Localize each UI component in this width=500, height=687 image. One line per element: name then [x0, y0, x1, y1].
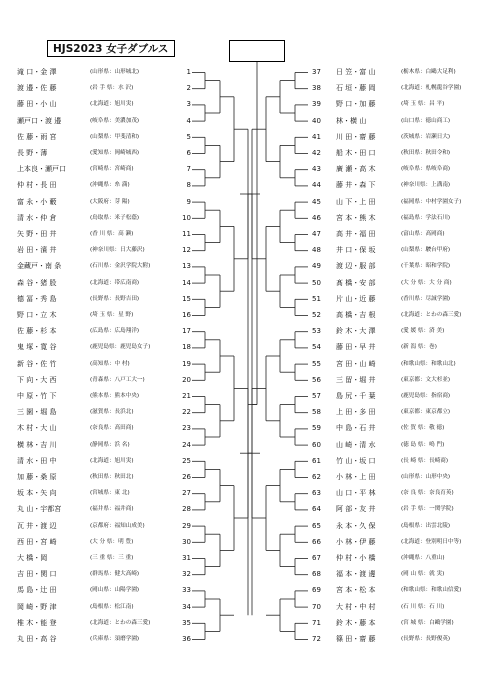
- entry-num: 59: [312, 424, 321, 433]
- entry-name: 下 向・大 西: [17, 375, 57, 384]
- entry-num: 11: [182, 230, 191, 238]
- entry-name: 永 本・久 保: [336, 521, 376, 530]
- entry-num: 3: [186, 100, 191, 109]
- entry-num: 22: [182, 408, 191, 417]
- entry-aff: (沖縄県：糸 満): [90, 182, 130, 189]
- entry-aff: (埼 玉 県：昌 平): [401, 101, 445, 108]
- entry-name: 矢 野・田 井: [17, 230, 57, 238]
- entry-num: 52: [312, 311, 321, 319]
- entry-num: 72: [312, 635, 321, 643]
- entry-aff: (香 川 県：高 瀬): [90, 231, 134, 237]
- entry-name: 鬼 塚・寛 谷: [17, 343, 57, 352]
- entry-aff: (福岡県：中村学園女子): [401, 198, 462, 205]
- entry-name: 阿 部・友 井: [336, 505, 376, 514]
- entry-aff: (兵庫県：須磨学園): [90, 636, 140, 642]
- entry-aff: (鹿児島県：指宿商): [401, 393, 451, 399]
- entry-aff: (沖縄県：八重山): [401, 555, 445, 561]
- entry-num: 41: [312, 132, 321, 141]
- entry-aff: (山口県：徳山商工): [401, 117, 451, 124]
- entry-num: 50: [312, 278, 321, 287]
- entry-name: 渡 邉・佐 藤: [17, 84, 57, 93]
- entry-num: 25: [182, 456, 191, 465]
- entry-num: 4: [186, 116, 191, 125]
- entry-aff: (大 分 県：大 分 商): [401, 279, 452, 286]
- entry-aff: (大阪府：芽 陽): [90, 198, 130, 205]
- entry-name: 清 水・仲 倉: [17, 213, 57, 222]
- entry-num: 8: [186, 181, 191, 190]
- entry-name: 椎 木・能 登: [17, 618, 57, 627]
- entry-name: 德 冨・秀 島: [17, 294, 57, 303]
- entry-aff: (岡 山 県：就 実): [401, 571, 445, 578]
- entry-name: 宮 本・熊 木: [336, 213, 376, 222]
- entry-aff: (鳥取県：米子松蔭): [90, 214, 140, 221]
- entry-name: 川 田・齋 藤: [336, 132, 376, 141]
- entry-aff: (山梨県：甲斐清和): [90, 133, 140, 140]
- entry-num: 26: [182, 473, 191, 481]
- entry-num: 70: [312, 602, 321, 611]
- entry-name: 清 水・田 中: [17, 456, 57, 465]
- entry-aff: (島根県：出雲北陵): [401, 522, 451, 529]
- entry-aff: (宮城県：東 北): [90, 490, 130, 497]
- entry-num: 1: [186, 68, 191, 76]
- entry-name: 井 口・保 坂: [336, 246, 376, 255]
- entry-name: 福 本・渡 邊: [336, 570, 376, 579]
- entry-num: 36: [182, 635, 191, 643]
- entry-name: 上 田・多 田: [336, 408, 376, 417]
- entry-name: 藤 田・小 山: [17, 100, 57, 109]
- entry-num: 10: [182, 213, 191, 222]
- entry-num: 30: [182, 537, 191, 546]
- entry-aff: (石 川 県：石 川): [401, 603, 445, 610]
- entry-name: 島 尻・千 葉: [336, 392, 376, 400]
- entry-aff: (石川県：金沢学院大附): [90, 263, 151, 270]
- entry-num: 32: [182, 570, 191, 579]
- entry-name: 大 橋・岡: [17, 554, 48, 562]
- entry-num: 57: [312, 392, 321, 400]
- entry-num: 35: [182, 618, 191, 627]
- entry-aff: (山形県：山形中央): [401, 474, 451, 480]
- entry-num: 18: [182, 343, 191, 352]
- entry-aff: (山形県：山形城北): [90, 69, 140, 75]
- entry-name: 佐 藤・雨 宮: [17, 132, 57, 141]
- entry-num: 67: [312, 554, 321, 562]
- entry-name: 滝 口・金 澤: [17, 68, 57, 76]
- entry-aff: (佐 賀 県：敬 徳): [401, 425, 445, 432]
- entry-name: 中 原・竹 下: [17, 392, 57, 400]
- entry-aff: (山梨県：駿台甲府): [401, 247, 451, 254]
- entry-aff: (鹿児島県：鹿児島女子): [90, 344, 151, 351]
- entry-aff: (奈良県：高田商): [90, 425, 134, 432]
- entry-num: 2: [186, 84, 191, 93]
- entry-num: 47: [312, 230, 321, 238]
- entry-num: 39: [312, 100, 321, 109]
- entry-num: 56: [312, 375, 321, 384]
- entry-num: 54: [312, 343, 321, 352]
- entry-num: 38: [312, 84, 321, 93]
- entry-name: 船 木・田 口: [336, 149, 376, 157]
- entry-name: 野 口・立 木: [17, 311, 57, 319]
- entry-num: 44: [312, 181, 321, 190]
- entry-name: 山 崎・清 水: [336, 440, 376, 449]
- entry-aff: (北海道：登別明日中等): [401, 538, 462, 545]
- entry-aff: (北海道：とわの森三愛): [90, 619, 151, 626]
- entry-aff: (岐阜県：美濃加茂): [90, 117, 140, 124]
- entry-aff: (栃木県：白鷗大足利): [401, 69, 456, 75]
- entry-num: 48: [312, 246, 321, 255]
- entry-aff: (静岡県：浜 名): [90, 441, 130, 448]
- entry-name: 佐 藤・杉 本: [17, 327, 57, 336]
- entry-aff: (広島県：広島翔洋): [90, 328, 140, 335]
- entry-num: 68: [312, 570, 321, 579]
- entry-num: 64: [312, 505, 321, 514]
- entry-num: 63: [312, 489, 321, 498]
- entry-num: 43: [312, 165, 321, 174]
- entry-num: 58: [312, 408, 321, 417]
- entry-name: 林・横 山: [336, 116, 367, 125]
- entry-aff: (和歌山県：和歌山信愛): [401, 587, 462, 594]
- entry-aff: (北海道：旭川実): [90, 101, 134, 108]
- entry-name: 丸 山・宇都宮: [17, 505, 62, 514]
- entry-num: 23: [182, 424, 191, 433]
- entry-aff: (北海道：とわの森三愛): [401, 312, 462, 318]
- entry-name: 西 田・宮 崎: [17, 537, 57, 546]
- entry-aff: (岐阜県：県岐阜商): [401, 166, 451, 173]
- entry-num: 55: [312, 359, 321, 368]
- entry-aff: (長野県：長野俊英): [401, 636, 451, 642]
- entry-aff: (秋田県：秋田令和): [401, 150, 451, 156]
- entry-num: 7: [186, 165, 191, 174]
- entry-name: 野 口・加 藤: [336, 100, 376, 109]
- entry-aff: (愛 媛 県：済 美): [401, 328, 445, 335]
- entry-name: 石 垣・藤 岡: [336, 84, 376, 93]
- entry-num: 62: [312, 473, 321, 481]
- entry-num: 31: [182, 554, 191, 562]
- entry-aff: (富山県：高岡商): [401, 231, 445, 237]
- entry-aff: (福井県：福井商): [90, 506, 134, 513]
- entry-aff: (北海道：帯広南商): [90, 279, 140, 286]
- entry-num: 51: [312, 294, 321, 303]
- entry-aff: (北海道：札幌龍谷学園): [401, 85, 462, 92]
- entry-name: 竹 山・坂 口: [336, 456, 376, 465]
- entry-aff: (東京都：東京都立): [401, 409, 451, 416]
- entry-aff: (福島県：学法石川): [401, 214, 451, 221]
- entry-name: 高 橋・吉 根: [336, 311, 376, 319]
- entry-num: 46: [312, 213, 321, 222]
- entry-name: 鈴 木・大 澤: [336, 327, 376, 336]
- entry-num: 66: [312, 537, 321, 546]
- entry-num: 6: [186, 149, 191, 157]
- entry-aff: (岩 手 県：水 沢): [90, 85, 134, 92]
- entry-num: 49: [312, 262, 321, 271]
- entry-name: 馬 島・辻 田: [17, 586, 57, 595]
- entry-name: 宮 田・山 崎: [336, 359, 376, 368]
- entry-aff: (熊本県：熊本中央): [90, 393, 140, 399]
- entry-num: 40: [312, 116, 321, 125]
- entry-num: 13: [182, 262, 191, 271]
- entry-num: 27: [182, 489, 191, 498]
- entry-num: 71: [312, 618, 321, 627]
- entry-num: 24: [182, 440, 191, 449]
- entry-num: 28: [182, 505, 191, 514]
- entry-num: 21: [182, 392, 191, 400]
- entry-name: 吉 田・関 口: [17, 570, 57, 579]
- entry-name: 三 園・堀 島: [17, 408, 57, 417]
- entry-name: 鈴 木・藤 本: [336, 618, 376, 627]
- entry-aff: (大 分 県：明 豊): [90, 538, 134, 545]
- entry-num: 12: [182, 246, 191, 255]
- entry-name: 小 林・伊 藤: [336, 537, 376, 546]
- entry-name: 岡 崎・野 津: [17, 602, 57, 611]
- entry-name: 山 口・平 林: [336, 489, 376, 498]
- entry-aff: (和歌山県：和歌山北): [401, 360, 456, 367]
- entry-name: 藤 井・森 下: [336, 181, 376, 190]
- entry-aff: (三 重 県：三 重): [90, 555, 134, 561]
- entry-name: 廣 瀬・高 木: [336, 165, 376, 174]
- entry-name: 上本良・瀬戸口: [17, 165, 66, 174]
- entry-name: 金藏戸・南 条: [17, 262, 62, 271]
- entry-num: 16: [182, 311, 191, 319]
- entry-name: 木 村・大 山: [17, 424, 57, 433]
- entry-num: 53: [312, 327, 321, 336]
- entry-aff: (島根県：松江南): [90, 603, 134, 610]
- entry-num: 45: [312, 197, 321, 206]
- entry-num: 19: [182, 359, 191, 368]
- entry-name: 三 留・堀 井: [336, 375, 376, 384]
- entry-aff: (東京都：文大杉並): [401, 376, 451, 383]
- entry-aff: (岩 手 県：一関学院): [401, 506, 454, 513]
- entry-num: 9: [186, 197, 191, 206]
- entry-name: 山 下・上 田: [336, 197, 376, 206]
- entry-aff: (長野県：長野吉田): [90, 295, 140, 302]
- entry-name: 坂 本・矢 向: [17, 489, 57, 498]
- entry-aff: (千葉県：昭和学院): [401, 263, 451, 270]
- tournament-title: HJS2023 女子ダブルス: [47, 40, 175, 57]
- entry-name: 大 村・中 村: [336, 602, 376, 611]
- entry-aff: (埼 玉 県：星 野): [90, 312, 134, 318]
- entry-num: 69: [312, 586, 321, 595]
- entry-num: 29: [182, 521, 191, 530]
- entry-name: 仲 村・小 橋: [336, 554, 376, 562]
- entry-name: 丸 田・高 谷: [17, 635, 57, 643]
- entry-name: 森 谷・猪 股: [17, 278, 57, 287]
- entry-num: 61: [312, 456, 321, 465]
- entry-aff: (滋賀県：長浜北): [90, 409, 134, 416]
- entry-name: 新 谷・佐 竹: [17, 359, 57, 368]
- entry-name: 横 林・吉 川: [17, 440, 57, 449]
- entry-name: 片 山・近 藤: [336, 294, 376, 303]
- entry-num: 5: [186, 132, 191, 141]
- entry-name: 加 藤・桑 原: [17, 473, 57, 481]
- entry-num: 20: [182, 375, 191, 384]
- entry-aff: (宮崎県：宮崎商): [90, 166, 134, 173]
- entry-name: 宮 本・松 本: [336, 586, 376, 595]
- entry-num: 14: [182, 278, 191, 287]
- entry-name: 中 島・石 井: [336, 424, 376, 433]
- entry-name: 長 野・薄: [17, 149, 48, 157]
- entry-aff: (京都府：福知山成美): [90, 522, 145, 529]
- entry-num: 37: [312, 68, 321, 76]
- entry-aff: (秋田県：秋田北): [90, 474, 134, 480]
- entry-num: 42: [312, 149, 321, 157]
- entry-aff: (高知県：中 村): [90, 360, 130, 367]
- entry-aff: (神奈川県：上溝南): [401, 182, 451, 189]
- entry-name: 仲 村・長 田: [17, 181, 57, 190]
- entry-aff: (愛知県：岡崎城西): [90, 150, 140, 156]
- entry-name: 日 笠・富 山: [336, 68, 376, 76]
- entry-aff: (奈 良 県：奈良育英): [401, 490, 454, 497]
- entry-aff: (群馬県：健大高崎): [90, 571, 140, 578]
- entry-name: 瓦 井・渡 辺: [17, 521, 57, 530]
- entry-aff: (長 崎 県：長崎商): [401, 457, 449, 464]
- entry-aff: (北海道：旭川実): [90, 457, 134, 464]
- entry-aff: (茨城県：岩瀬日大): [401, 133, 451, 140]
- entry-aff: (宮 城 県：白鷗学園): [401, 619, 454, 626]
- entry-num: 33: [182, 586, 191, 595]
- entry-name: 岩 田・濱 井: [17, 246, 57, 255]
- entry-name: 小 林・上 田: [336, 473, 376, 481]
- entry-aff: (岡山県：山陽学園): [90, 587, 140, 594]
- entry-aff: (新 潟 県：巻): [401, 344, 437, 351]
- entry-name: 渡 辺・服 部: [336, 262, 376, 271]
- entry-name: 富 永・小 藪: [17, 197, 57, 206]
- entry-num: 17: [182, 327, 191, 336]
- entry-name: 篠 田・齋 藤: [336, 635, 376, 643]
- entry-num: 60: [312, 440, 321, 449]
- entry-aff: (徳 島 県：鳴 門): [401, 441, 445, 448]
- entry-name: 高 井・福 田: [336, 230, 376, 238]
- entry-name: 髙 橋・安 部: [336, 278, 376, 287]
- entry-aff: (青森県：八戸工大一): [90, 376, 145, 383]
- entry-aff: (香川県：尽誠学園): [401, 295, 451, 302]
- entry-num: 15: [182, 294, 191, 303]
- entry-num: 65: [312, 521, 321, 530]
- entry-name: 藤 田・早 井: [336, 343, 376, 352]
- entry-num: 34: [182, 602, 191, 611]
- entry-name: 瀬戸口・渡 邉: [17, 116, 62, 125]
- entry-aff: (神奈川県：日大藤沢): [90, 247, 145, 254]
